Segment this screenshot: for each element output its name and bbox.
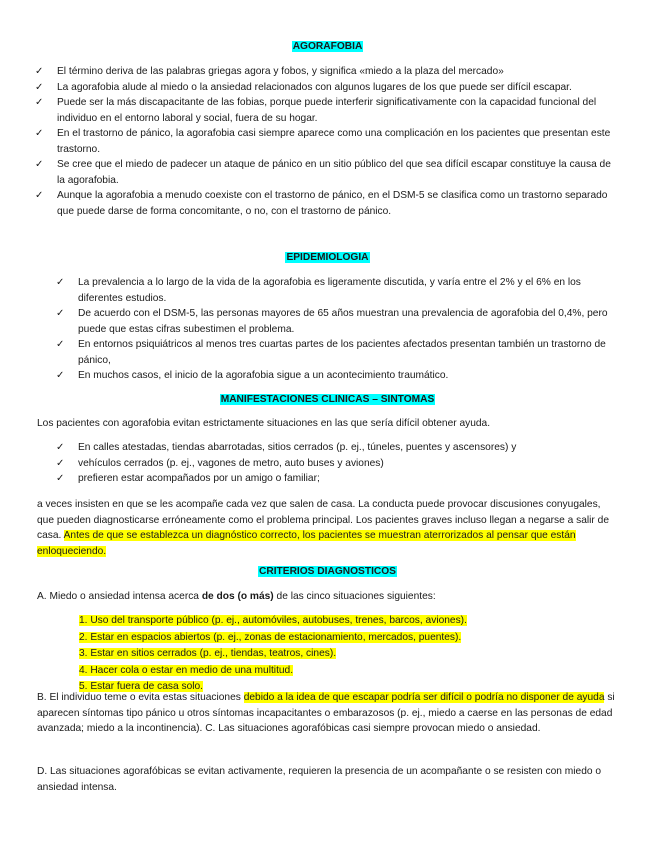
manifestations-paragraph: a veces insisten en que se les acompañe cada vez que salen de casa. La conducta puede provocar discusiones conyugales, que pueden diagnosticarse erróneamente como el problema principal. Los pacientes graves incluso llegan a negarse a salir de casa. Antes de que se establezca un diagnóstico correcto, los pacientes se muestran aterrorizados al pensar que están enloqueciendo.	[37, 499, 609, 557]
check-icon: ✓	[56, 442, 65, 453]
list-item: ✓ La agorafobia alude al miedo o la ansiedad relacionados con algunos lugares de los que puede ser difícil escapar.	[57, 80, 617, 96]
manifestations-heading: MANIFESTACIONES CLINICAS – SINTOMAS	[220, 394, 435, 405]
check-icon: ✓	[56, 457, 65, 469]
list-item: ✓ En calles atestadas, tiendas abarrotadas, sitios cerrados (p. ej., túneles, puentes y ascensores) y	[78, 440, 618, 456]
manifestations-intro: Los pacientes con agorafobia evitan estrictamente situaciones en las que sería difícil obtener ayuda.	[37, 418, 491, 429]
check-icon: ✓	[56, 339, 65, 350]
list-item: ✓ En muchos casos, el inicio de la agorafobia sigue a un acontecimiento traumático.	[78, 368, 618, 384]
list-item: ✓ Puede ser la más discapacitante de las fobias, porque puede interferir significativamente con la capacidad funcional del individuo en el entorno laboral y social, fuera de su hogar.	[35, 97, 597, 124]
check-icon: ✓	[35, 128, 44, 139]
criterion-b: B. El individuo teme o evita estas situaciones debido a la idea de que escapar podría ser difícil o podría no disponer de ayuda si aparecen síntomas tipo pánico u otros síntomas incapacitantes o embarazosos (p. ej., miedo a caerse en las personas de edad avanzada; miedo a la incontinencia). C. Las situaciones agorafóbicas casi siempre provocan miedo o ansiedad.	[37, 692, 615, 734]
list-item: ✓ vehículos cerrados (p. ej., vagones de metro, auto buses y aviones)	[78, 456, 618, 472]
list-item: ✓ En el trastorno de pánico, la agorafobia casi siempre aparece como una complicación en los pacientes que presentan este trastorno.	[35, 128, 611, 155]
check-icon: ✓	[35, 190, 44, 201]
list-item: 2. Estar en espacios abiertos (p. ej., zonas de estacionamiento, mercados, puentes).	[79, 631, 462, 643]
list-item: ✓ El término deriva de las palabras griegas agora y fobos, y significa «miedo a la plaza del mercado»	[57, 64, 617, 80]
criterion-a: A. Miedo o ansiedad intensa acerca de dos (o más) de las cinco situaciones siguientes:	[37, 591, 436, 602]
list-item: 4. Hacer cola o estar en medio de una multitud.	[79, 664, 294, 676]
check-icon: ✓	[35, 97, 44, 108]
epidemiology-list	[56, 275, 618, 384]
criteria-heading: CRITERIOS DIAGNOSTICOS	[259, 566, 396, 577]
check-icon: ✓	[56, 370, 65, 381]
situations-list	[79, 613, 467, 696]
list-item: ✓ Aunque la agorafobia a menudo coexiste con el trastorno de pánico, en el DSM-5 se clasifica como un trastorno separado que puede darse de forma concomitante, o no, con el trastorno de pánico.	[35, 190, 608, 217]
list-item: ✓ En entornos psiquiátricos al menos tres cuartas partes de los pacientes afectados presentan también un trastorno de pánico,	[56, 339, 606, 366]
check-icon: ✓	[56, 473, 65, 484]
criterion-d: D. Las situaciones agorafóbicas se evitan activamente, requieren la presencia de un acompañante o se resisten con miedo o ansiedad intensa.	[37, 766, 602, 793]
check-icon: ✓	[35, 66, 44, 77]
list-item: ✓ prefieren estar acompañados por un amigo o familiar;	[78, 471, 618, 487]
list-item: 3. Estar en sitios cerrados (p. ej., tiendas, teatros, cines).	[79, 648, 337, 660]
highlighted-text: Antes de que se establezca un diagnóstico correcto, los pacientes se muestran aterrorizados al pensar que están enloqueciendo.	[37, 530, 576, 557]
list-item: 5. Estar fuera de casa solo.	[79, 681, 204, 693]
title-heading: AGORAFOBIA	[292, 41, 363, 52]
list-item: 1. Uso del transporte público (p. ej., automóviles, autobuses, trenes, barcos, aviones).	[79, 615, 467, 626]
list-item: ✓ De acuerdo con el DSM-5, las personas mayores de 65 años muestran una prevalencia de agorafobia del 0,4%, pero puede que estas cifras subestimen el problema.	[56, 308, 608, 335]
highlighted-text: debido a la idea de que escapar podría ser difícil o podría no disponer de ayuda	[243, 692, 605, 703]
check-icon: ✓	[56, 308, 65, 319]
list-item: ✓ La prevalencia a lo largo de la vida de la agorafobia es ligeramente discutida, y varía entre el 2% y el 6% en los diferentes estudios.	[56, 277, 581, 304]
check-icon: ✓	[56, 277, 65, 288]
manifestations-list	[56, 440, 618, 487]
intro-list	[35, 64, 617, 219]
check-icon: ✓	[35, 159, 44, 170]
check-icon: ✓	[35, 81, 44, 93]
epidemiology-heading: EPIDEMIOLOGIA	[286, 252, 369, 263]
list-item: ✓ Se cree que el miedo de padecer un ataque de pánico en un sitio público del que sea difícil escapar constituye la causa de la agorafobia.	[35, 159, 611, 186]
